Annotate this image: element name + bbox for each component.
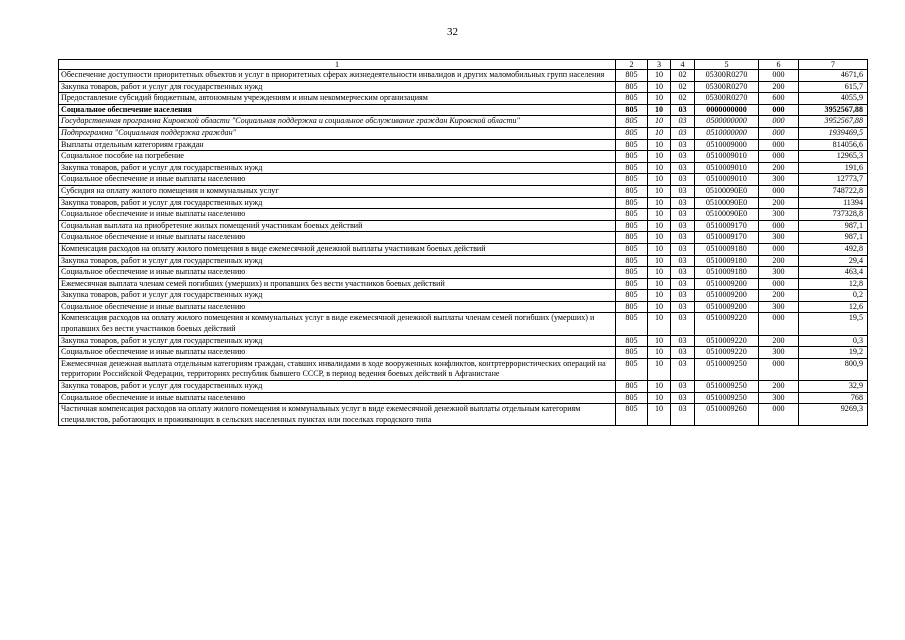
amount-cell: 12,8: [799, 278, 868, 290]
target-article-cell: 0500000000: [695, 116, 759, 128]
row-name-cell: Подпрограмма "Социальная поддержка граждан": [59, 127, 616, 139]
subsection-code-cell: 03: [671, 151, 695, 163]
section-code-cell: 10: [648, 267, 671, 279]
section-code-cell: 10: [648, 93, 671, 105]
subsection-code-cell: 03: [671, 116, 695, 128]
subsection-code-cell: 03: [671, 243, 695, 255]
budget-table: [58, 59, 868, 426]
amount-cell: 492,8: [799, 243, 868, 255]
row-name-cell: Обеспечение доступности приоритетных объектов и услуг в приоритетных сферах жизнедеятельности инвалидов и других маломобильных групп населения: [59, 70, 616, 82]
page-number: 32: [447, 26, 458, 38]
section-code-cell: 10: [648, 197, 671, 209]
table-row: [59, 139, 868, 151]
section-code-cell: 10: [648, 104, 671, 116]
row-name-cell: Закупка товаров, работ и услуг для государственных нужд: [59, 381, 616, 393]
expense-type-cell: 000: [759, 185, 799, 197]
row-name-cell: Компенсация расходов на оплату жилого помещения в виде ежемесячной денежной выплаты участникам боевых действий: [59, 243, 616, 255]
expense-type-cell: 200: [759, 81, 799, 93]
row-name-cell: Ежемесячная денежная выплата отдельным категориям граждан, ставших инвалидами в ходе вооруженных конфликтов, контртеррористических операций на территории Российской Федерации, территориях республик бывшего СССР, в период ведения боевых действий в Афганистане: [59, 358, 616, 380]
table-row: [59, 81, 868, 93]
target-article-cell: 0510009250: [695, 358, 759, 380]
subsection-code-cell: 03: [671, 347, 695, 359]
section-code-cell: 10: [648, 81, 671, 93]
target-article-cell: 0510009000: [695, 139, 759, 151]
row-name-cell: Предоставление субсидий бюджетным, автономным учреждениям и иным некоммерческим организациям: [59, 93, 616, 105]
expense-type-cell: 000: [759, 151, 799, 163]
row-name-cell: Социальное пособие на погребение: [59, 151, 616, 163]
admin-code-cell: 805: [616, 267, 648, 279]
row-name-cell: Социальная выплата на приобретение жилых помещений участникам боевых действий: [59, 220, 616, 232]
section-code-cell: 10: [648, 243, 671, 255]
target-article-cell: 0510009180: [695, 255, 759, 267]
table-row: [59, 127, 868, 139]
amount-cell: 19,2: [799, 347, 868, 359]
subsection-code-cell: 02: [671, 70, 695, 82]
admin-code-cell: 805: [616, 162, 648, 174]
expense-type-cell: 200: [759, 255, 799, 267]
section-code-cell: 10: [648, 290, 671, 302]
amount-cell: 3952567,88: [799, 116, 868, 128]
amount-cell: 12773,7: [799, 174, 868, 186]
subsection-code-cell: 03: [671, 209, 695, 221]
section-code-cell: 10: [648, 127, 671, 139]
admin-code-cell: 805: [616, 313, 648, 335]
expense-type-cell: 300: [759, 392, 799, 404]
admin-code-cell: 805: [616, 220, 648, 232]
section-code-cell: 10: [648, 347, 671, 359]
table-row: [59, 255, 868, 267]
amount-cell: 3952567,88: [799, 104, 868, 116]
row-name-cell: Закупка товаров, работ и услуг для государственных нужд: [59, 290, 616, 302]
admin-code-cell: 805: [616, 151, 648, 163]
expense-type-cell: 000: [759, 404, 799, 426]
subsection-code-cell: 03: [671, 174, 695, 186]
admin-code-cell: 805: [616, 255, 648, 267]
subsection-code-cell: 03: [671, 290, 695, 302]
expense-type-cell: 300: [759, 174, 799, 186]
admin-code-cell: 805: [616, 404, 648, 426]
section-code-cell: 10: [648, 404, 671, 426]
table-header-row: [59, 60, 868, 70]
section-code-cell: 10: [648, 209, 671, 221]
table-row: [59, 347, 868, 359]
table-row: [59, 267, 868, 279]
section-code-cell: 10: [648, 381, 671, 393]
admin-code-cell: 805: [616, 116, 648, 128]
expense-type-cell: 000: [759, 278, 799, 290]
expense-type-cell: 200: [759, 290, 799, 302]
target-article-cell: 05100090E0: [695, 185, 759, 197]
expense-type-cell: 000: [759, 220, 799, 232]
subsection-code-cell: 03: [671, 255, 695, 267]
expense-type-cell: 200: [759, 335, 799, 347]
amount-cell: 32,9: [799, 381, 868, 393]
admin-code-cell: 805: [616, 174, 648, 186]
table-row: [59, 335, 868, 347]
expense-type-cell: 000: [759, 70, 799, 82]
target-article-cell: 0510009010: [695, 151, 759, 163]
table-row: [59, 220, 868, 232]
table-row: [59, 185, 868, 197]
admin-code-cell: 805: [616, 290, 648, 302]
section-code-cell: 10: [648, 151, 671, 163]
target-article-cell: 0510009220: [695, 313, 759, 335]
table-row: [59, 381, 868, 393]
target-article-cell: 0510009220: [695, 335, 759, 347]
column-header: 7: [799, 60, 868, 70]
admin-code-cell: 805: [616, 301, 648, 313]
expense-type-cell: 300: [759, 232, 799, 244]
row-name-cell: Социальное обеспечение населения: [59, 104, 616, 116]
column-header: 1: [59, 60, 616, 70]
subsection-code-cell: 03: [671, 267, 695, 279]
section-code-cell: 10: [648, 232, 671, 244]
expense-type-cell: 000: [759, 127, 799, 139]
section-code-cell: 10: [648, 313, 671, 335]
amount-cell: 11394: [799, 197, 868, 209]
table-row: [59, 404, 868, 426]
row-name-cell: Социальное обеспечение и иные выплаты населению: [59, 347, 616, 359]
row-name-cell: Закупка товаров, работ и услуг для государственных нужд: [59, 255, 616, 267]
row-name-cell: Ежемесячная выплата членам семей погибших (умерших) и пропавших без вести участников боевых действий: [59, 278, 616, 290]
table-row: [59, 104, 868, 116]
table-row: [59, 70, 868, 82]
target-article-cell: 0510009200: [695, 278, 759, 290]
admin-code-cell: 805: [616, 70, 648, 82]
amount-cell: 814056,6: [799, 139, 868, 151]
row-name-cell: Частичная компенсация расходов на оплату жилого помещения и коммунальных услуг в виде ежемесячной денежной выплаты отдельным категориям специалистов, работающих и проживающих в сельских населенных пунктах или поселках городского типа: [59, 404, 616, 426]
subsection-code-cell: 03: [671, 381, 695, 393]
expense-type-cell: 000: [759, 243, 799, 255]
target-article-cell: 0510009180: [695, 267, 759, 279]
row-name-cell: Социальное обеспечение и иные выплаты населению: [59, 232, 616, 244]
subsection-code-cell: 03: [671, 185, 695, 197]
target-article-cell: 0000000000: [695, 104, 759, 116]
amount-cell: 987,1: [799, 220, 868, 232]
admin-code-cell: 805: [616, 358, 648, 380]
table-row: [59, 197, 868, 209]
subsection-code-cell: 03: [671, 197, 695, 209]
amount-cell: 737328,8: [799, 209, 868, 221]
column-header: 2: [616, 60, 648, 70]
column-header: 6: [759, 60, 799, 70]
subsection-code-cell: 02: [671, 93, 695, 105]
section-code-cell: 10: [648, 335, 671, 347]
admin-code-cell: 805: [616, 139, 648, 151]
section-code-cell: 10: [648, 70, 671, 82]
row-name-cell: Социальное обеспечение и иные выплаты населению: [59, 209, 616, 221]
target-article-cell: 05300R0270: [695, 81, 759, 93]
expense-type-cell: 000: [759, 358, 799, 380]
section-code-cell: 10: [648, 185, 671, 197]
admin-code-cell: 805: [616, 392, 648, 404]
subsection-code-cell: 03: [671, 139, 695, 151]
section-code-cell: 10: [648, 174, 671, 186]
target-article-cell: 0510009170: [695, 232, 759, 244]
row-name-cell: Субсидия на оплату жилого помещения и коммунальных услуг: [59, 185, 616, 197]
table-row: [59, 93, 868, 105]
target-article-cell: 05100090E0: [695, 197, 759, 209]
target-article-cell: 05300R0270: [695, 70, 759, 82]
column-header: 5: [695, 60, 759, 70]
amount-cell: 191,6: [799, 162, 868, 174]
admin-code-cell: 805: [616, 185, 648, 197]
row-name-cell: Государственная программа Кировской области "Социальная поддержка и социальное обслуживание граждан Кировской области": [59, 116, 616, 128]
section-code-cell: 10: [648, 278, 671, 290]
column-header: 3: [648, 60, 671, 70]
row-name-cell: Социальное обеспечение и иные выплаты населению: [59, 392, 616, 404]
target-article-cell: 0510009250: [695, 392, 759, 404]
admin-code-cell: 805: [616, 335, 648, 347]
amount-cell: 12,6: [799, 301, 868, 313]
target-article-cell: 0510009260: [695, 404, 759, 426]
admin-code-cell: 805: [616, 81, 648, 93]
subsection-code-cell: 03: [671, 162, 695, 174]
table-row: [59, 290, 868, 302]
admin-code-cell: 805: [616, 243, 648, 255]
admin-code-cell: 805: [616, 197, 648, 209]
expense-type-cell: 200: [759, 162, 799, 174]
section-code-cell: 10: [648, 162, 671, 174]
section-code-cell: 10: [648, 358, 671, 380]
amount-cell: 19,5: [799, 313, 868, 335]
table-row: [59, 174, 868, 186]
expense-type-cell: 600: [759, 93, 799, 105]
expense-type-cell: 200: [759, 197, 799, 209]
target-article-cell: 05100090E0: [695, 209, 759, 221]
amount-cell: 800,9: [799, 358, 868, 380]
section-code-cell: 10: [648, 392, 671, 404]
admin-code-cell: 805: [616, 104, 648, 116]
amount-cell: 4055,9: [799, 93, 868, 105]
target-article-cell: 0510009250: [695, 381, 759, 393]
row-name-cell: Социальное обеспечение и иные выплаты населению: [59, 267, 616, 279]
subsection-code-cell: 03: [671, 232, 695, 244]
row-name-cell: Закупка товаров, работ и услуг для государственных нужд: [59, 335, 616, 347]
admin-code-cell: 805: [616, 278, 648, 290]
table-row: [59, 151, 868, 163]
subsection-code-cell: 03: [671, 278, 695, 290]
admin-code-cell: 805: [616, 347, 648, 359]
table-row: [59, 116, 868, 128]
section-code-cell: 10: [648, 255, 671, 267]
row-name-cell: Компенсация расходов на оплату жилого помещения и коммунальных услуг в виде ежемесячной денежной выплаты членам семей погибших (умерших) и пропавших без вести участников боевых действий: [59, 313, 616, 335]
subsection-code-cell: 03: [671, 404, 695, 426]
table-row: [59, 209, 868, 221]
admin-code-cell: 805: [616, 93, 648, 105]
target-article-cell: 05300R0270: [695, 93, 759, 105]
target-article-cell: 0510000000: [695, 127, 759, 139]
subsection-code-cell: 03: [671, 301, 695, 313]
subsection-code-cell: 03: [671, 220, 695, 232]
subsection-code-cell: 03: [671, 127, 695, 139]
table-row: [59, 358, 868, 380]
table-row: [59, 392, 868, 404]
target-article-cell: 0510009180: [695, 243, 759, 255]
section-code-cell: 10: [648, 116, 671, 128]
amount-cell: 987,1: [799, 232, 868, 244]
section-code-cell: 10: [648, 139, 671, 151]
column-header: 4: [671, 60, 695, 70]
target-article-cell: 0510009010: [695, 174, 759, 186]
row-name-cell: Закупка товаров, работ и услуг для государственных нужд: [59, 197, 616, 209]
amount-cell: 29,4: [799, 255, 868, 267]
target-article-cell: 0510009170: [695, 220, 759, 232]
section-code-cell: 10: [648, 301, 671, 313]
admin-code-cell: 805: [616, 232, 648, 244]
target-article-cell: 0510009220: [695, 347, 759, 359]
subsection-code-cell: 03: [671, 313, 695, 335]
subsection-code-cell: 03: [671, 392, 695, 404]
target-article-cell: 0510009200: [695, 301, 759, 313]
admin-code-cell: 805: [616, 381, 648, 393]
amount-cell: 4671,6: [799, 70, 868, 82]
table-row: [59, 278, 868, 290]
row-name-cell: Социальное обеспечение и иные выплаты населению: [59, 301, 616, 313]
amount-cell: 748722,8: [799, 185, 868, 197]
expense-type-cell: 300: [759, 347, 799, 359]
admin-code-cell: 805: [616, 127, 648, 139]
expense-type-cell: 000: [759, 104, 799, 116]
amount-cell: 12965,3: [799, 151, 868, 163]
amount-cell: 1939469,5: [799, 127, 868, 139]
expense-type-cell: 300: [759, 209, 799, 221]
admin-code-cell: 805: [616, 209, 648, 221]
amount-cell: 9269,3: [799, 404, 868, 426]
expense-type-cell: 000: [759, 116, 799, 128]
row-name-cell: Закупка товаров, работ и услуг для государственных нужд: [59, 81, 616, 93]
subsection-code-cell: 03: [671, 104, 695, 116]
expense-type-cell: 000: [759, 313, 799, 335]
subsection-code-cell: 02: [671, 81, 695, 93]
table-row: [59, 243, 868, 255]
amount-cell: 615,7: [799, 81, 868, 93]
expense-type-cell: 200: [759, 381, 799, 393]
amount-cell: 0,2: [799, 290, 868, 302]
subsection-code-cell: 03: [671, 335, 695, 347]
target-article-cell: 0510009200: [695, 290, 759, 302]
table-row: [59, 313, 868, 335]
row-name-cell: Выплаты отдельным категориям граждан: [59, 139, 616, 151]
row-name-cell: Закупка товаров, работ и услуг для государственных нужд: [59, 162, 616, 174]
table-row: [59, 232, 868, 244]
row-name-cell: Социальное обеспечение и иные выплаты населению: [59, 174, 616, 186]
expense-type-cell: 000: [759, 139, 799, 151]
amount-cell: 463,4: [799, 267, 868, 279]
expense-type-cell: 300: [759, 301, 799, 313]
expense-type-cell: 300: [759, 267, 799, 279]
amount-cell: 768: [799, 392, 868, 404]
table-row: [59, 162, 868, 174]
amount-cell: 0,3: [799, 335, 868, 347]
table-row: [59, 301, 868, 313]
section-code-cell: 10: [648, 220, 671, 232]
subsection-code-cell: 03: [671, 358, 695, 380]
target-article-cell: 0510009010: [695, 162, 759, 174]
